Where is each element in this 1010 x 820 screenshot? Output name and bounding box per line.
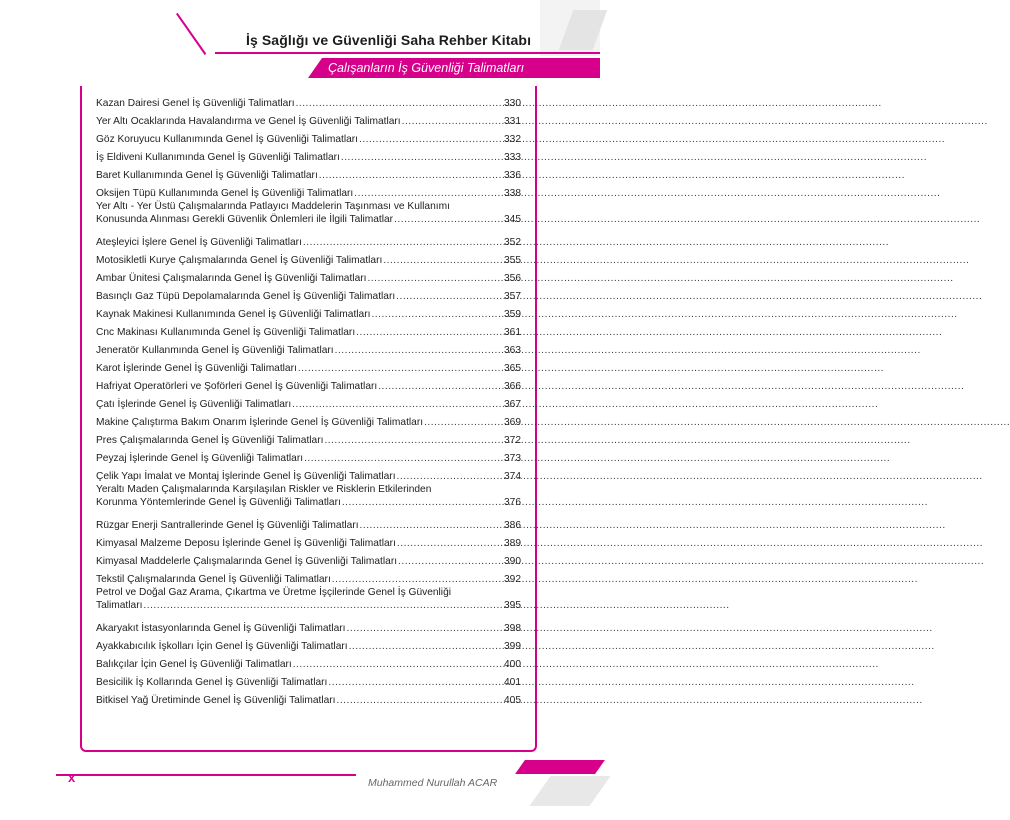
toc-entry-page: 330 [504, 97, 521, 109]
toc-entry-page: 356 [504, 272, 521, 284]
toc-entry-title: Rüzgar Enerji Santrallerinde Genel İş Güvenliği Talimatları [96, 519, 359, 531]
toc-entry [96, 128, 521, 146]
toc-entry-page: 372 [504, 434, 521, 446]
toc-entry-title: Bitkisel Yağ Üretiminde Genel İş Güvenliği Talimatları [96, 694, 336, 706]
toc-entry-page: 369 [504, 416, 521, 428]
toc-entry [96, 514, 521, 532]
toc-entry-title: Besicilik İş Kollarında Genel İş Güvenliği Talimatları [96, 676, 328, 688]
toc-leader-dots [298, 363, 503, 376]
toc-entry-page: 352 [504, 236, 521, 248]
toc-entry [96, 532, 521, 550]
toc-entry-title: Kazan Dairesi Genel İş Güvenliği Talimatları [96, 97, 295, 109]
toc-entry-title: Kimyasal Malzeme Deposu İşlerinde Genel İş Güvenliği Talimatları [96, 537, 396, 549]
toc-entry-title: Çelik Yapı İmalat ve Montaj İşlerinde Genel İş Güvenliği Talimatları [96, 470, 396, 482]
author-name: Muhammed Nurullah ACAR [368, 777, 498, 789]
toc-entry-page: 366 [504, 380, 521, 392]
section-title: Çalışanların İş Güvenliği Talimatları [328, 61, 525, 75]
toc-entry-page: 401 [504, 676, 521, 688]
toc-entry [96, 375, 521, 393]
toc-entry-page: 365 [504, 362, 521, 374]
toc-entry-title: Motosikletli Kurye Çalışmalarında Genel İş Güvenliği Talimatları [96, 254, 383, 266]
toc-entry-page: 357 [504, 290, 521, 302]
toc-entry-title: İş Eldiveni Kullanımında Genel İş Güvenliği Talimatları [96, 151, 340, 163]
toc-entry [96, 671, 521, 689]
toc-entry [96, 465, 521, 483]
toc-entry [96, 321, 521, 339]
toc-entry-page: 373 [504, 452, 521, 464]
toc-entry-title: Cnc Makinası Kullanımında Genel İş Güvenliği Talimatları [96, 326, 356, 338]
toc-entry-title: Akaryakıt İstasyonlarında Genel İş Güvenliği Talimatları [96, 622, 346, 634]
toc-entry-page: 361 [504, 326, 521, 338]
toc-entry-title: Oksijen Tüpü Kullanımında Genel İş Güvenliği Talimatları [96, 187, 354, 199]
toc-leader-dots [303, 237, 503, 250]
toc-leader-dots [143, 599, 503, 612]
toc-entry-title: Çatı İşlerinde Genel İş Güvenliği Talimatları [96, 398, 292, 410]
toc-leader-dots [424, 417, 503, 430]
toc-leader-dots [335, 345, 503, 358]
toc-entry-title: Ayakkabıcılık İşkolları İçin Genel İş Güvenliği Talimatları [96, 640, 348, 652]
toc-leader-dots [332, 574, 503, 587]
toc-entry-title: Hafriyat Operatörleri ve Şoförleri Genel İş Güvenliği Talimatları [96, 380, 378, 392]
toc-entry [96, 586, 521, 617]
toc-entry-title: Tekstil Çalışmalarında Genel İş Güvenliği Talimatları [96, 573, 331, 585]
toc-entry [96, 249, 521, 267]
toc-leader-dots [394, 213, 503, 226]
toc-entry [96, 231, 521, 249]
corner-decoration [540, 0, 600, 56]
toc-entry-page: 395 [504, 600, 521, 611]
toc-entry [96, 617, 521, 635]
toc-entry-title: Kimyasal Maddelerle Çalışmalarında Genel İş Güvenliği Talimatları [96, 555, 398, 567]
toc-entry-title: Makine Çalıştırma Bakım Onarım İşlerinde Genel İş Güvenliği Talimatları [96, 416, 424, 428]
toc-leader-dots [292, 399, 503, 412]
footer-divider [56, 774, 356, 776]
toc-entry [96, 447, 521, 465]
toc-entry-page: 398 [504, 622, 521, 634]
toc-entry-page: 338 [504, 187, 521, 199]
header-divider [215, 52, 600, 54]
toc-leader-dots [337, 695, 503, 708]
toc-entry [96, 182, 521, 200]
toc-list [96, 92, 521, 707]
toc-entry-page: 386 [504, 519, 521, 531]
toc-entry [96, 200, 521, 231]
toc-entry-title: Jeneratör Kullanmında Genel İş Güvenliği Talimatları [96, 344, 334, 356]
page-number: x [68, 770, 76, 785]
toc-entry-title: Yer Altı Ocaklarında Havalandırma ve Genel İş Güvenliği Talimatları [96, 115, 401, 127]
toc-entry [96, 164, 521, 182]
toc-leader-dots [341, 152, 503, 165]
toc-leader-dots [378, 381, 503, 394]
toc-entry-title-line2: Korunma Yöntemlerinde Genel İş Güvenliği Talimatları [96, 497, 341, 508]
toc-entry-page: 355 [504, 254, 521, 266]
toc-entry [96, 429, 521, 447]
toc-entry [96, 285, 521, 303]
toc-leader-dots [359, 134, 503, 147]
footer-accent [515, 760, 605, 774]
toc-leader-dots [319, 170, 503, 183]
toc-entry-page: 332 [504, 133, 521, 145]
toc-entry-title: Göz Koruyucu Kullanımında Genel İş Güvenliği Talimatları [96, 133, 358, 145]
toc-leader-dots [398, 556, 503, 569]
toc-leader-dots [402, 116, 503, 129]
toc-leader-dots [397, 538, 503, 551]
toc-leader-dots [328, 677, 503, 690]
book-title: İş Sağlığı ve Güvenliği Saha Rehber Kitabı [246, 32, 532, 48]
toc-entry [96, 550, 521, 568]
toc-entry-title-line1: Yer Altı - Yer Üstü Çalışmalarında Patlayıcı Maddelerin Taşınması ve Kullanımı [96, 201, 450, 212]
toc-leader-dots [397, 471, 503, 484]
footer-corner [529, 776, 610, 806]
toc-leader-dots [347, 623, 503, 636]
toc-entry [96, 339, 521, 357]
toc-leader-dots [383, 255, 503, 268]
toc-entry-title: Ateşleyici İşlere Genel İş Güvenliği Talimatları [96, 236, 302, 248]
toc-entry-title: Pres Çalışmalarında Genel İş Güvenliği Talimatları [96, 434, 324, 446]
toc-entry-page: 399 [504, 640, 521, 652]
toc-leader-dots [293, 659, 503, 672]
toc-entry [96, 393, 521, 411]
toc-entry [96, 411, 521, 429]
toc-leader-dots [360, 520, 503, 533]
toc-leader-dots [296, 98, 503, 111]
toc-entry [96, 568, 521, 586]
toc-leader-dots [349, 641, 503, 654]
toc-entry-page: 400 [504, 658, 521, 670]
toc-leader-dots [354, 188, 503, 201]
toc-leader-dots [396, 291, 503, 304]
toc-entry-title-line2: Konusunda Alınması Gerekli Güvenlik Önlemleri ile İlgili Talimatlar [96, 214, 394, 225]
toc-entry [96, 483, 521, 514]
toc-entry-page: 376 [504, 497, 521, 508]
toc-entry-page: 336 [504, 169, 521, 181]
toc-entry-page: 331 [504, 115, 521, 127]
toc-entry [96, 110, 521, 128]
toc-entry [96, 267, 521, 285]
toc-entry-page: 363 [504, 344, 521, 356]
toc-entry-page: 374 [504, 470, 521, 482]
toc-leader-dots [371, 309, 503, 322]
toc-entry-title-line1: Petrol ve Doğal Gaz Arama, Çıkartma ve Üretme İşçilerinde Genel İş Güvenliği [96, 587, 452, 598]
toc-entry [96, 689, 521, 707]
header-slant-line [176, 13, 206, 55]
toc-leader-dots [324, 435, 503, 448]
toc-entry-page: 390 [504, 555, 521, 567]
toc-frame [80, 86, 537, 752]
toc-leader-dots [356, 327, 503, 340]
toc-leader-dots [304, 453, 503, 466]
toc-entry [96, 653, 521, 671]
toc-entry-title-line1: Yeraltı Maden Çalışmalarında Karşılaşılan Riskler ve Risklerin Etkilerinden [96, 484, 432, 495]
section-banner [322, 58, 600, 78]
toc-entry-title: Kaynak Makinesi Kullanımında Genel İş Güvenliği Talimatları [96, 308, 371, 320]
toc-entry-page: 405 [504, 694, 521, 706]
toc-entry-page: 392 [504, 573, 521, 585]
toc-entry-page: 389 [504, 537, 521, 549]
toc-entry-title: Basınçlı Gaz Tüpü Depolamalarında Genel İş Güvenliği Talimatları [96, 290, 396, 302]
toc-entry-page: 359 [504, 308, 521, 320]
toc-entry-title: Karot İşlerinde Genel İş Güvenliği Talimatları [96, 362, 297, 374]
toc-entry-title: Baret Kullanımında Genel İş Güvenliği Talimatları [96, 169, 318, 181]
toc-entry [96, 357, 521, 375]
toc-entry [96, 146, 521, 164]
toc-entry-page: 367 [504, 398, 521, 410]
toc-entry-title-line2: Talimatları [96, 600, 143, 611]
toc-leader-dots [367, 273, 503, 286]
toc-entry-page: 333 [504, 151, 521, 163]
toc-leader-dots [342, 496, 503, 509]
toc-entry-page: 345 [504, 214, 521, 225]
toc-entry-title: Peyzaj İşlerinde Genel İş Güvenliği Talimatları [96, 452, 304, 464]
toc-entry [96, 92, 521, 110]
toc-entry [96, 635, 521, 653]
toc-entry [96, 303, 521, 321]
toc-entry-title: Ambar Ünitesi Çalışmalarında Genel İş Güvenliği Talimatları [96, 272, 367, 284]
toc-entry-title: Balıkçılar İçin Genel İş Güvenliği Talimatları [96, 658, 292, 670]
